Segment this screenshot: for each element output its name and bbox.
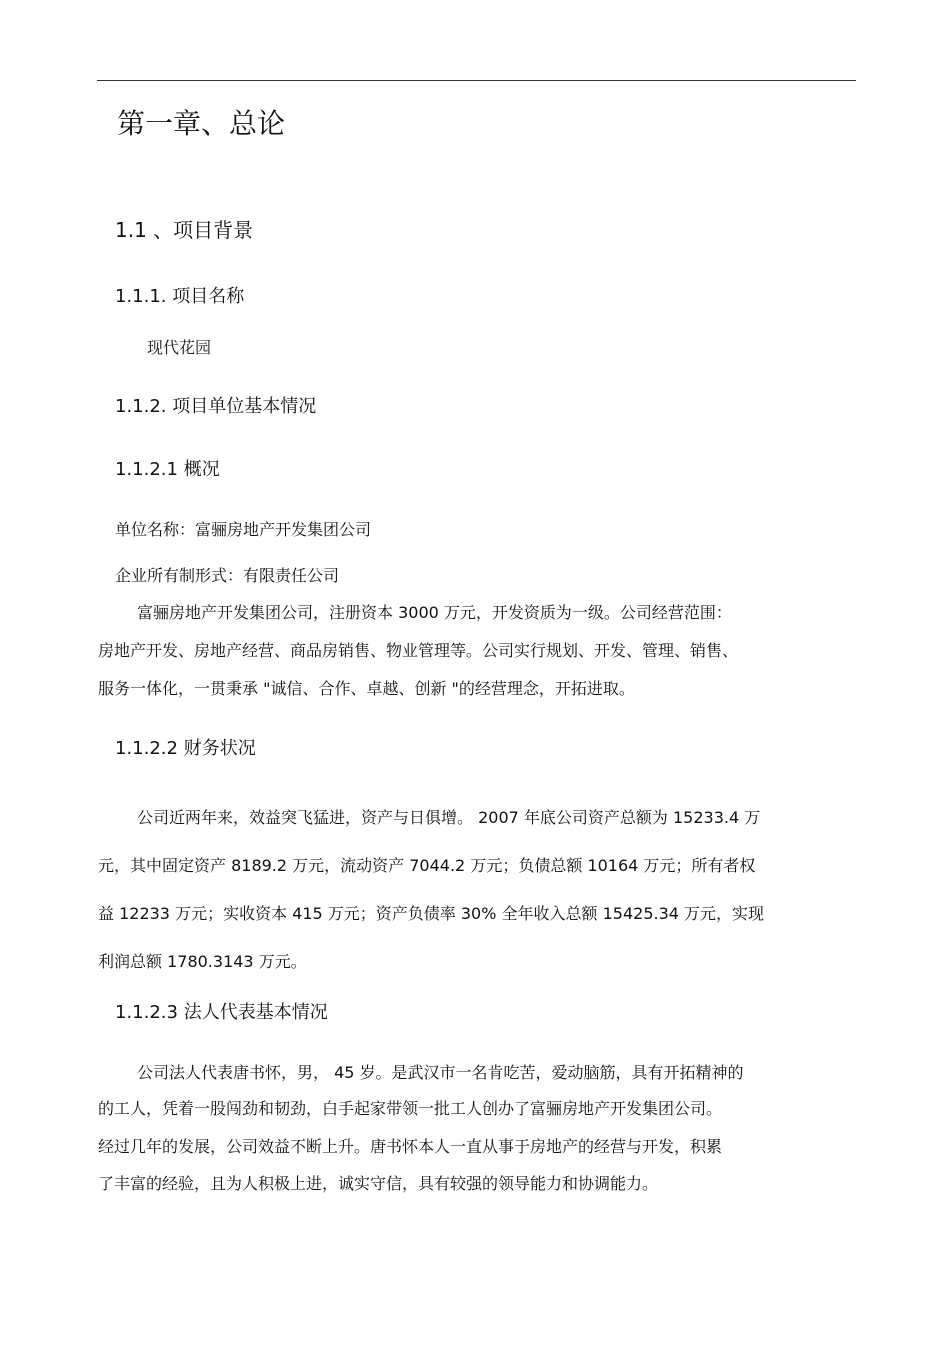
- paragraph-line: 服务一体化，一贯秉承 "诚信、合作、卓越、创新 "的经营理念，开拓进取。: [98, 679, 635, 698]
- chapter-title: 第一章、总论: [117, 107, 286, 140]
- project-name-text: 现代花园: [147, 338, 212, 357]
- paragraph-line: 富骊房地产开发集团公司，注册资本 3000 万元，开发资质为一级。公司经营范围：: [137, 603, 732, 622]
- ownership-text: 企业所有制形式：有限责任公司: [115, 566, 340, 585]
- unit-name-text: 单位名称：富骊房地产开发集团公司: [115, 520, 372, 539]
- paragraph-line: 公司近两年来，效益突飞猛进，资产与日俱增。 2007 年底公司资产总额为 15233.4 万: [137, 808, 761, 827]
- paragraph-line: 了丰富的经验，且为人积极上进，诚实守信，具有较强的领导能力和协调能力。: [98, 1174, 659, 1193]
- header-rule: [97, 80, 856, 81]
- paragraph-line: 利润总额 1780.3143 万元。: [98, 952, 307, 971]
- section-heading-1-1-1: 1.1.1. 项目名称: [115, 286, 245, 307]
- section-heading-1-1-2-2: 1.1.2.2 财务状况: [115, 738, 256, 759]
- paragraph-line: 公司法人代表唐书怀，男， 45 岁。是武汉市一名肯吃苦，爱动脑筋，具有开拓精神的: [137, 1063, 744, 1082]
- section-heading-1-1-2-1: 1.1.2.1 概况: [115, 459, 220, 480]
- paragraph-line: 经过几年的发展，公司效益不断上升。唐书怀本人一直从事于房地产的经营与开发，积累: [98, 1137, 723, 1156]
- paragraph-line: 元，其中固定资产 8189.2 万元，流动资产 7044.2 万元；负债总额 10164 万元；所有者权: [98, 856, 756, 875]
- paragraph-line: 房地产开发、房地产经营、商品房销售、物业管理等。公司实行规划、开发、管理、销售、: [98, 641, 739, 660]
- section-heading-1-1: 1.1 、项目背景: [115, 218, 254, 242]
- section-heading-1-1-2: 1.1.2. 项目单位基本情况: [115, 396, 317, 417]
- section-heading-1-1-2-3: 1.1.2.3 法人代表基本情况: [115, 1002, 328, 1023]
- paragraph-line: 益 12233 万元；实收资本 415 万元；资产负债率 30% 全年收入总额 15425.34 万元，实现: [98, 904, 765, 923]
- paragraph-line: 的工人，凭着一股闯劲和韧劲，白手起家带领一批工人创办了富骊房地产开发集团公司。: [98, 1099, 723, 1118]
